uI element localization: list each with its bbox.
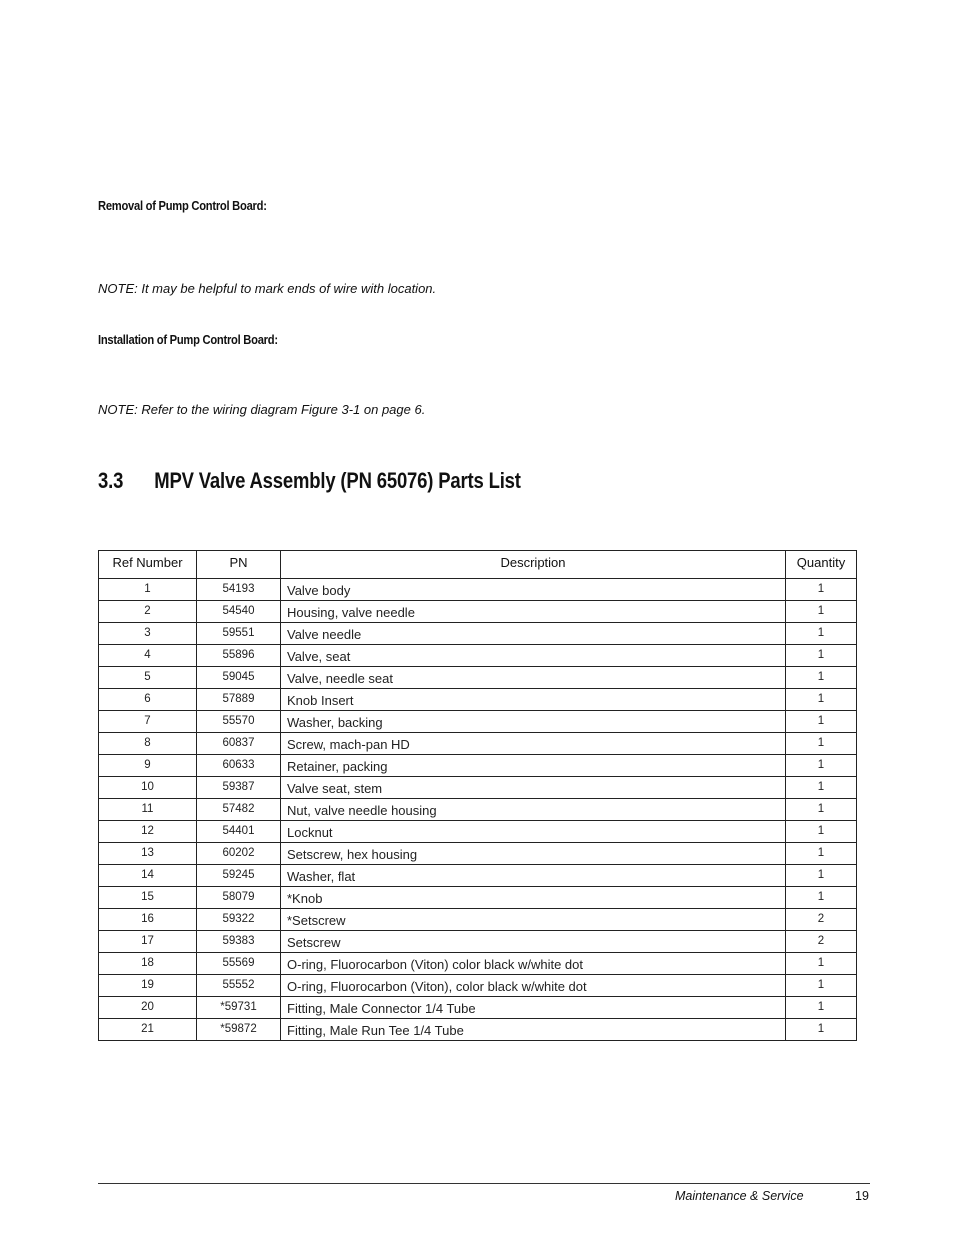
cell-quantity: 1 [786,579,857,601]
cell-quantity: 1 [786,711,857,733]
cell-description: Setscrew [281,931,786,953]
cell-quantity: 1 [786,1019,857,1041]
cell-pn: 59245 [197,865,281,887]
cell-description: Valve, seat [281,645,786,667]
table-row [99,909,857,931]
table-row [99,733,857,755]
header-description: Description [281,551,786,579]
cell-ref-number: 8 [99,733,197,755]
cell-ref-number: 13 [99,843,197,865]
cell-ref-number: 16 [99,909,197,931]
cell-quantity: 1 [786,887,857,909]
cell-quantity: 1 [786,799,857,821]
table-header-row [99,551,857,579]
cell-description: Locknut [281,821,786,843]
cell-ref-number: 11 [99,799,197,821]
cell-description: Valve body [281,579,786,601]
cell-quantity: 1 [786,645,857,667]
cell-pn: *59872 [197,1019,281,1041]
cell-ref-number: 15 [99,887,197,909]
cell-pn: 55552 [197,975,281,997]
cell-pn: 55896 [197,645,281,667]
cell-quantity: 1 [786,733,857,755]
table-row [99,711,857,733]
note-mark-wires: NOTE: It may be helpful to mark ends of wire with location. [98,281,437,296]
cell-ref-number: 20 [99,997,197,1019]
cell-pn: 60202 [197,843,281,865]
table-row [99,777,857,799]
table-row [99,799,857,821]
cell-quantity: 1 [786,601,857,623]
table-row [99,997,857,1019]
cell-pn: 60837 [197,733,281,755]
header-pn: PN [197,551,281,579]
cell-description: Setscrew, hex housing [281,843,786,865]
cell-ref-number: 1 [99,579,197,601]
cell-description: Valve, needle seat [281,667,786,689]
cell-ref-number: 3 [99,623,197,645]
table-row [99,645,857,667]
cell-description: Nut, valve needle housing [281,799,786,821]
cell-pn: 59387 [197,777,281,799]
cell-ref-number: 14 [99,865,197,887]
parts-list-table [98,550,857,1041]
table-row [99,601,857,623]
cell-description: Valve seat, stem [281,777,786,799]
removal-heading: Removal of Pump Control Board: [98,198,267,213]
cell-description: O-ring, Fluorocarbon (Viton) color black w/white dot [281,953,786,975]
parts-table-body [99,579,857,1041]
cell-quantity: 2 [786,931,857,953]
cell-ref-number: 6 [99,689,197,711]
cell-description: Screw, mach-pan HD [281,733,786,755]
table-row [99,887,857,909]
cell-ref-number: 18 [99,953,197,975]
cell-quantity: 1 [786,843,857,865]
cell-quantity: 1 [786,821,857,843]
footer-section-name: Maintenance & Service [675,1189,804,1203]
cell-description: Washer, backing [281,711,786,733]
cell-quantity: 1 [786,997,857,1019]
cell-pn: 57482 [197,799,281,821]
section-title: MPV Valve Assembly (PN 65076) Parts List [154,468,521,493]
cell-pn: 54401 [197,821,281,843]
cell-pn: 59383 [197,931,281,953]
cell-ref-number: 10 [99,777,197,799]
cell-quantity: 1 [786,953,857,975]
table-row [99,623,857,645]
cell-pn: 59045 [197,667,281,689]
cell-pn: 54193 [197,579,281,601]
cell-quantity: 1 [786,755,857,777]
cell-quantity: 1 [786,777,857,799]
table-row [99,689,857,711]
section-number: 3.3 [98,468,124,493]
cell-ref-number: 5 [99,667,197,689]
cell-quantity: 2 [786,909,857,931]
cell-ref-number: 17 [99,931,197,953]
cell-ref-number: 2 [99,601,197,623]
cell-description: Valve needle [281,623,786,645]
cell-description: *Setscrew [281,909,786,931]
cell-pn: 55570 [197,711,281,733]
table-row [99,975,857,997]
cell-pn: 55569 [197,953,281,975]
table-row [99,865,857,887]
cell-description: Fitting, Male Connector 1/4 Tube [281,997,786,1019]
cell-description: *Knob [281,887,786,909]
cell-pn: 57889 [197,689,281,711]
table-row [99,843,857,865]
cell-quantity: 1 [786,623,857,645]
cell-description: O-ring, Fluorocarbon (Viton), color black w/white dot [281,975,786,997]
cell-description: Fitting, Male Run Tee 1/4 Tube [281,1019,786,1041]
note-wiring-diagram: NOTE: Refer to the wiring diagram Figure 3-1 on page 6. [98,402,426,417]
footer-page-number: 19 [855,1189,869,1203]
table-row [99,953,857,975]
cell-pn: *59731 [197,997,281,1019]
table-row [99,579,857,601]
cell-ref-number: 9 [99,755,197,777]
header-ref-number: Ref Number [99,551,197,579]
cell-pn: 59551 [197,623,281,645]
cell-pn: 58079 [197,887,281,909]
cell-ref-number: 19 [99,975,197,997]
section-heading [98,468,521,494]
cell-ref-number: 21 [99,1019,197,1041]
cell-description: Retainer, packing [281,755,786,777]
cell-description: Housing, valve needle [281,601,786,623]
table-row [99,821,857,843]
cell-description: Washer, flat [281,865,786,887]
table-row [99,931,857,953]
installation-heading: Installation of Pump Control Board: [98,332,278,347]
cell-quantity: 1 [786,689,857,711]
cell-ref-number: 7 [99,711,197,733]
cell-pn: 60633 [197,755,281,777]
cell-quantity: 1 [786,667,857,689]
table-row [99,667,857,689]
table-row [99,1019,857,1041]
cell-pn: 59322 [197,909,281,931]
cell-ref-number: 12 [99,821,197,843]
footer-divider [98,1183,870,1184]
cell-description: Knob Insert [281,689,786,711]
cell-pn: 54540 [197,601,281,623]
cell-ref-number: 4 [99,645,197,667]
table-row [99,755,857,777]
header-quantity: Quantity [786,551,857,579]
cell-quantity: 1 [786,975,857,997]
cell-quantity: 1 [786,865,857,887]
